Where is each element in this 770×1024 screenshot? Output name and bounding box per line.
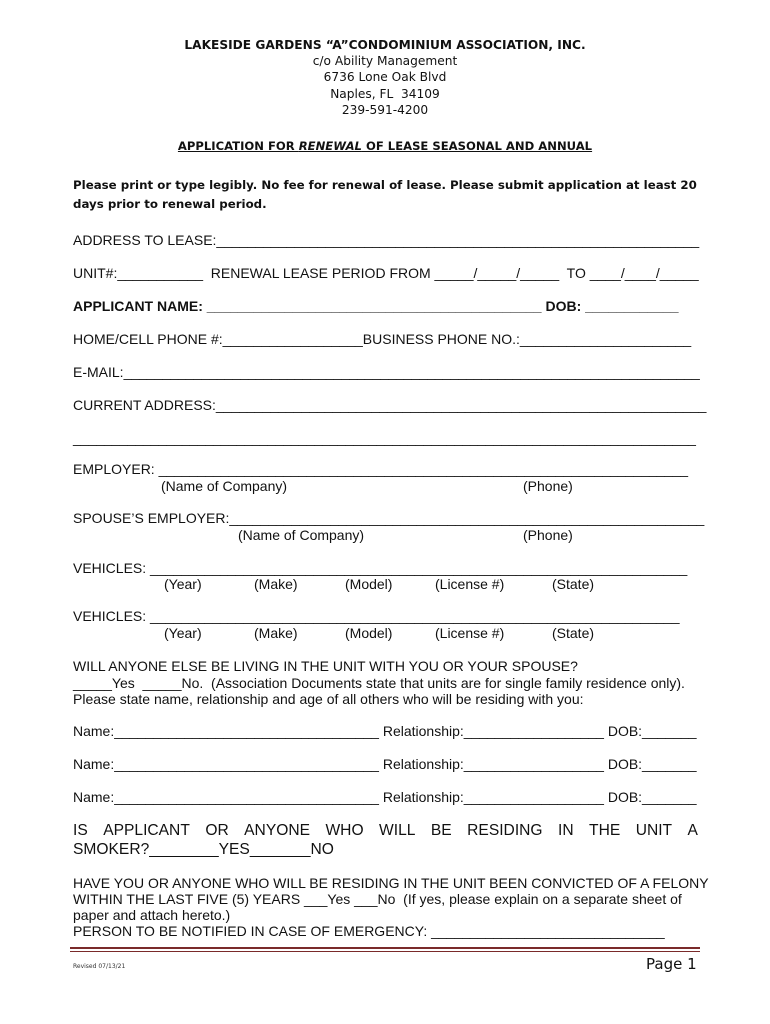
smoker-yes-no-field[interactable]: SMOKER?________YES_______NO	[73, 841, 334, 858]
footer-rule	[70, 947, 700, 949]
smoker-word: BE	[430, 822, 452, 839]
felony-question-line-2[interactable]: WITHIN THE LAST FIVE (5) YEARS ___Yes ___No (If yes, please explain on a separate sheet of	[73, 891, 682, 907]
city-state-zip: Naples, FL 34109	[330, 87, 440, 101]
employer-company-label: (Name of Company)	[161, 478, 288, 494]
spouse-employer-field[interactable]: SPOUSE’S EMPLOYER:_____________________________________________________________	[73, 510, 705, 526]
vehicle-2-state-label: (State)	[552, 625, 595, 641]
felony-question-line-1: HAVE YOU OR ANYONE WHO WILL BE RESIDING IN THE UNIT BEEN CONVICTED OF A FELONY	[73, 875, 709, 891]
occupant-row-1[interactable]: Name:__________________________________ Relationship:__________________ DOB:_______	[73, 723, 697, 739]
org-name: LAKESIDE GARDENS “A”CONDOMINIUM ASSOCIATION, INC.	[184, 38, 586, 52]
vehicle-1-state-label: (State)	[552, 576, 595, 592]
vehicle-2-model-label: (Model)	[345, 625, 393, 641]
occupants-yes-no-field[interactable]: _____Yes _____No. (Association Documents state that units are for single family residence only).	[73, 675, 685, 691]
smoker-word: OR	[205, 822, 229, 839]
smoker-word: THE	[589, 822, 621, 839]
title-prefix: APPLICATION FOR	[177, 139, 299, 153]
vehicle-1-license-label: (License #)	[435, 576, 505, 592]
smoker-word: WHO	[325, 822, 364, 839]
footer-rule-thin	[70, 951, 700, 952]
smoker-word: UNIT	[635, 822, 673, 839]
occupant-row-2[interactable]: Name:__________________________________ Relationship:__________________ DOB:_______	[73, 756, 697, 772]
page-number: Page 1	[646, 955, 697, 973]
vehicle-2-make-label: (Make)	[254, 625, 298, 641]
instructions: Please print or type legibly. No fee for renewal of lease. Please submit application at least 20 days prior to renewal period.	[73, 178, 697, 211]
vehicle-2-field[interactable]: VEHICLES: ____________________________________________________________________	[73, 608, 680, 624]
address-to-lease-field[interactable]: ADDRESS TO LEASE:______________________________________________________________	[73, 232, 700, 248]
form-title	[0, 139, 770, 153]
email-field[interactable]: E-MAIL:__________________________________________________________________________	[73, 364, 700, 380]
unit-renewal-period-field[interactable]: UNIT#:___________ RENEWAL LEASE PERIOD FROM _____/_____/_____ TO ____/____/_____	[73, 265, 699, 281]
phone-numbers-field[interactable]: HOME/CELL PHONE #:__________________BUSINESS PHONE NO.:______________________	[73, 331, 692, 347]
smoker-word: ANYONE	[244, 822, 311, 839]
care-of: c/o Ability Management	[312, 54, 458, 68]
occupants-instruction: Please state name, relationship and age of all others who will be residing with you:	[73, 691, 584, 707]
smoker-word: A	[687, 822, 698, 839]
vehicle-1-make-label: (Make)	[254, 576, 298, 592]
occupants-question: WILL ANYONE ELSE BE LIVING IN THE UNIT WITH YOU OR YOUR SPOUSE?	[73, 658, 578, 674]
current-address-field[interactable]: CURRENT ADDRESS:_______________________________________________________________	[73, 397, 707, 413]
vehicle-2-license-label: (License #)	[435, 625, 505, 641]
vehicle-2-year-label: (Year)	[164, 625, 202, 641]
employer-phone-label: (Phone)	[523, 478, 573, 494]
spouse-phone-label: (Phone)	[523, 527, 573, 543]
spouse-company-label: (Name of Company)	[238, 527, 365, 543]
title-suffix: OF LEASE SEASONAL AND ANNUAL	[361, 139, 593, 153]
smoker-word: APPLICANT	[103, 822, 190, 839]
org-phone: 239-591-4200	[341, 103, 429, 117]
vehicle-1-field[interactable]: VEHICLES: _____________________________________________________________________	[73, 560, 688, 576]
vehicle-1-model-label: (Model)	[345, 576, 393, 592]
occupant-row-3[interactable]: Name:__________________________________ Relationship:__________________ DOB:_______	[73, 789, 697, 805]
smoker-question	[73, 822, 698, 840]
current-address-continued-field[interactable]: ________________________________________________________________________________	[73, 430, 696, 446]
employer-field[interactable]: EMPLOYER: ____________________________________________________________________	[73, 461, 689, 477]
smoker-word: WILL	[379, 822, 416, 839]
applicant-name-field[interactable]: APPLICANT NAME: ___________________________________________ DOB: ____________	[73, 298, 679, 314]
emergency-contact-field[interactable]: PERSON TO BE NOTIFIED IN CASE OF EMERGENCY: ______________________________	[73, 923, 665, 939]
smoker-word: RESIDING	[467, 822, 543, 839]
smoker-word: IS	[73, 822, 88, 839]
smoker-word: IN	[558, 822, 574, 839]
felony-question-line-3: paper and attach hereto.)	[73, 907, 231, 923]
revision-date: Revised 07/13/21	[73, 963, 126, 970]
vehicle-1-year-label: (Year)	[164, 576, 202, 592]
street-address: 6736 Lone Oak Blvd	[323, 70, 447, 84]
title-emphasis: RENEWAL	[298, 139, 362, 153]
